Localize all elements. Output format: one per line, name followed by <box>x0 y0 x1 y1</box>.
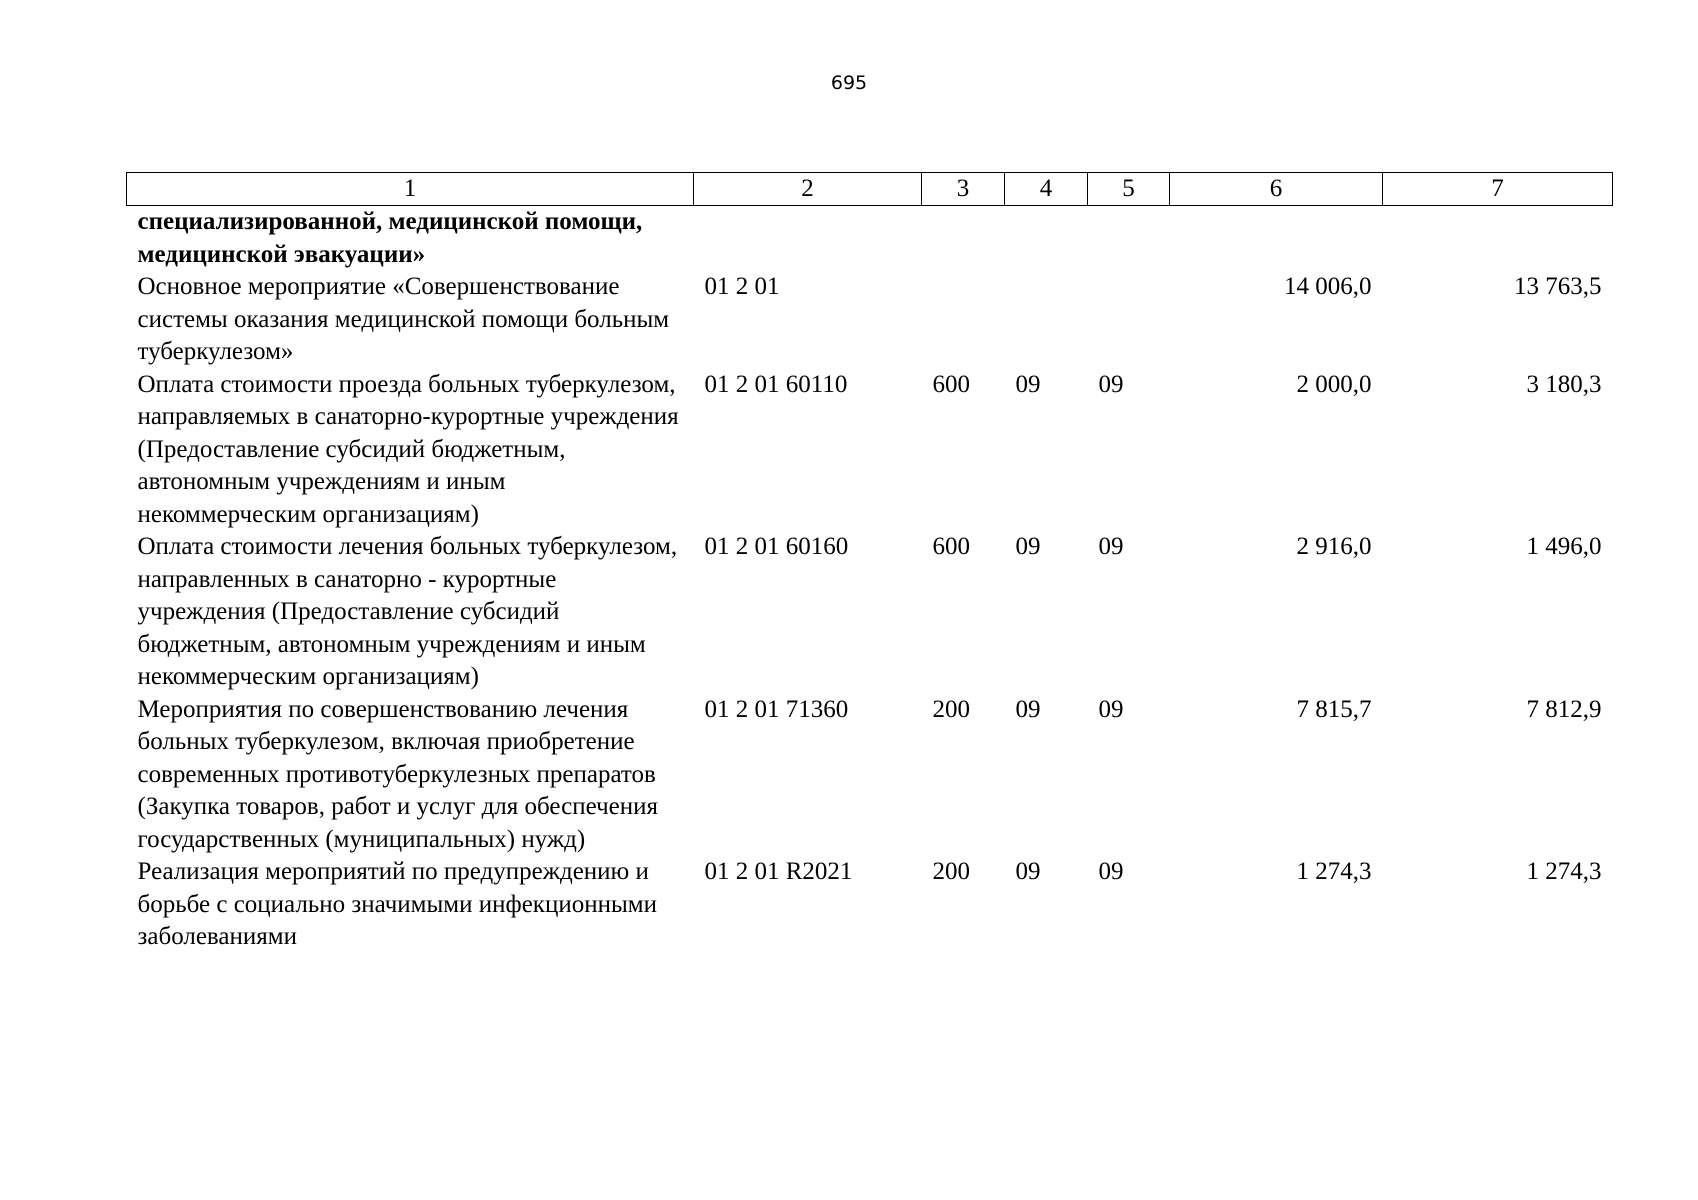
row-rz-cell: 09 <box>1015 370 1041 398</box>
row-code-cell: 01 2 01 R2021 <box>704 858 853 885</box>
row-rz-cell: 09 <box>1015 858 1041 885</box>
row-kvr-cell: 600 <box>932 370 970 398</box>
row-kvr-cell: 200 <box>932 858 970 885</box>
row-rz-cell <box>1005 271 1088 369</box>
table-row <box>127 694 1613 857</box>
row-amount-col7-cell: 1 274,3 <box>1526 858 1602 885</box>
row-rz-cell: 09 <box>1015 695 1041 723</box>
row-amount-col7-cell: 7 812,9 <box>1526 695 1602 723</box>
row-pr-cell: 09 <box>1098 858 1124 885</box>
row-code-cell: 01 2 01 60160 <box>704 533 849 560</box>
row-kvr-cell: 600 <box>932 533 970 560</box>
column-header: 4 <box>1005 173 1088 206</box>
row-rz-cell: 09 <box>1015 533 1041 560</box>
table-row <box>127 369 1613 532</box>
header-row <box>127 173 1613 206</box>
row-amount-col7-cell: 13 763,5 <box>1514 273 1602 300</box>
row-amount-col6-cell <box>1170 206 1383 272</box>
row-amount-col7-cell: 3 180,3 <box>1526 370 1602 398</box>
row-pr-cell: 09 <box>1098 695 1124 723</box>
row-name-cell: Оплата стоимости лечения больных туберкулезом, направленных в санаторно - курортные учреждения (Предоставление субсидий бюджетным, автономным учреждениям и иным некоммерческим организациям) <box>137 533 678 690</box>
row-kvr-cell: 200 <box>932 695 970 723</box>
row-code-cell: 01 2 01 60110 <box>704 370 848 398</box>
column-header: 2 <box>694 173 922 206</box>
row-code-cell: 01 2 01 <box>704 273 780 300</box>
row-name-cell: Реализация мероприятий по предупреждению и борьбе с социально значимыми инфекционными заболеваниями <box>137 858 657 950</box>
column-header: 1 <box>127 173 694 206</box>
row-pr-cell: 09 <box>1098 370 1124 398</box>
column-header: 7 <box>1383 173 1613 206</box>
row-pr-cell <box>1088 206 1170 272</box>
column-header: 6 <box>1170 173 1383 206</box>
page-number: 695 <box>830 72 868 94</box>
table-row <box>127 531 1613 694</box>
column-header: 5 <box>1088 173 1170 206</box>
row-pr-cell: 09 <box>1098 533 1124 560</box>
row-code-cell <box>694 206 922 272</box>
row-amount-col7-cell <box>1383 206 1613 272</box>
table-row <box>127 856 1613 954</box>
row-kvr-cell <box>922 206 1005 272</box>
column-header: 3 <box>922 173 1005 206</box>
table-row <box>127 271 1613 369</box>
row-amount-col7-cell: 1 496,0 <box>1526 533 1602 560</box>
row-name-cell: Основное мероприятие «Совершенствование системы оказания медицинской помощи больным туберкулезом» <box>137 273 670 365</box>
row-pr-cell <box>1088 271 1170 369</box>
row-name-cell: Мероприятия по совершенствованию лечения больных туберкулезом, включая приобретение современных противотуберкулезных препаратов (Закупка товаров, работ и услуг для обеспечения государственных (муниципальных) нужд) <box>137 695 658 853</box>
budget-table <box>126 172 1613 954</box>
row-amount-col6-cell: 2 000,0 <box>1296 370 1372 398</box>
row-kvr-cell <box>922 271 1005 369</box>
row-amount-col6-cell: 1 274,3 <box>1296 858 1372 885</box>
row-amount-col6-cell: 2 916,0 <box>1296 533 1372 560</box>
row-rz-cell <box>1005 206 1088 272</box>
row-code-cell: 01 2 01 71360 <box>704 695 849 723</box>
table-row <box>127 206 1613 272</box>
row-amount-col6-cell: 14 006,0 <box>1284 273 1372 300</box>
row-name-cell: Оплата стоимости проезда больных туберкулезом, направляемых в санаторно-курортные учреждения (Предоставление субсидий бюджетным, автономным учреждениям и иным некоммерческим организациям) <box>137 370 679 528</box>
row-name-cell: специализированной, медицинской помощи, медицинской эвакуации» <box>137 208 643 268</box>
row-amount-col6-cell: 7 815,7 <box>1296 695 1372 723</box>
